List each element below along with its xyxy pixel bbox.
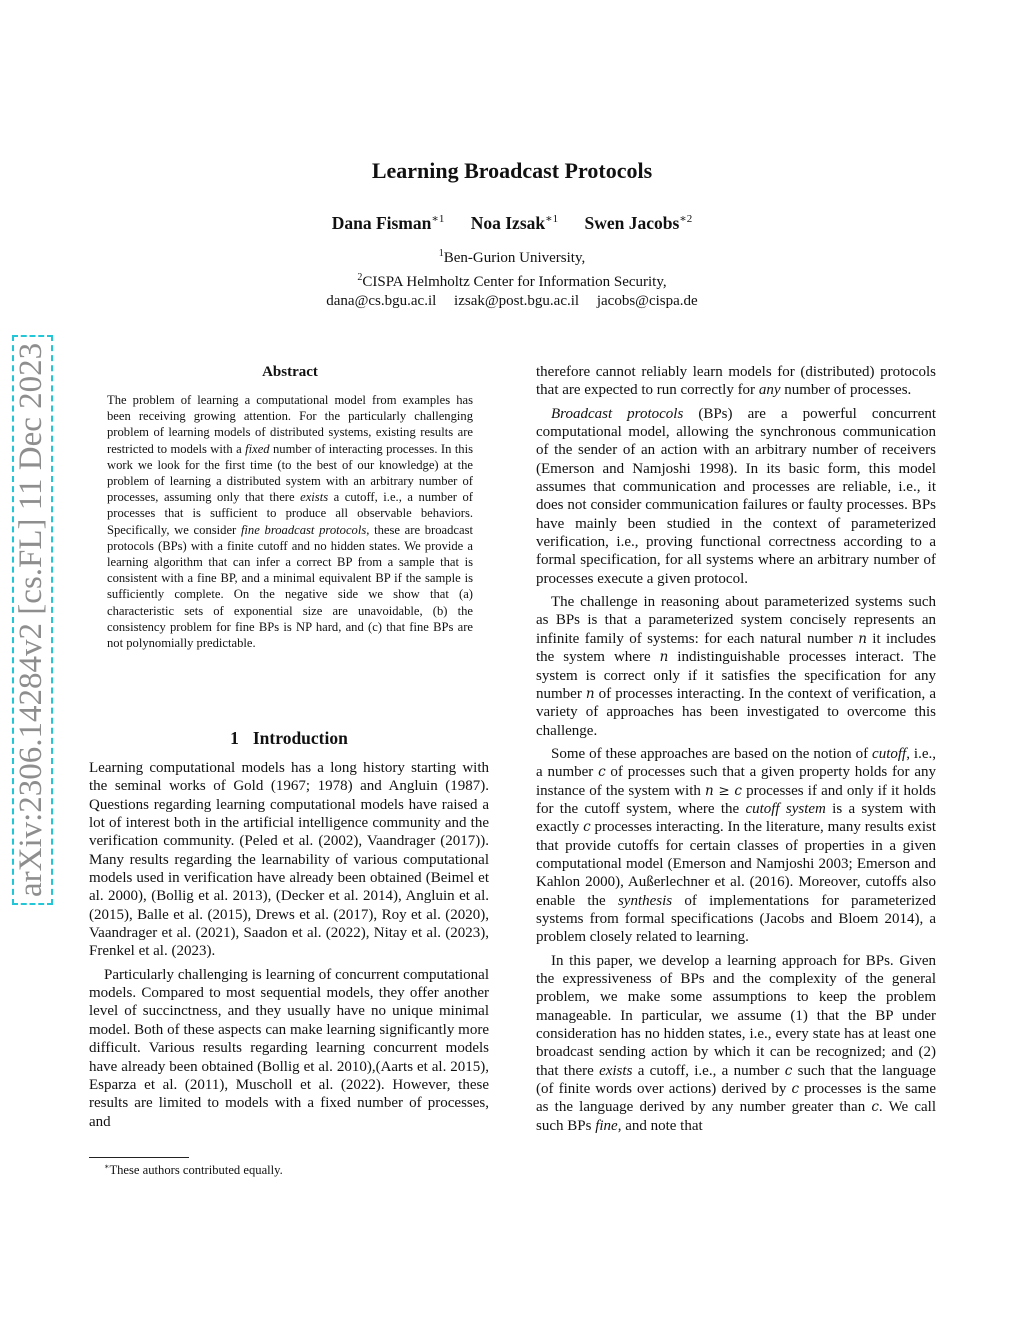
- affiliation-2: $^2$CISPA Helmholtz Center for Information Security,: [357, 272, 667, 290]
- footnote: ∗These authors contributed equally.: [104, 1162, 283, 1178]
- email-3: jacobs@cispa.de: [596, 293, 698, 309]
- affiliation-1: $^1$Ben-Gurion University,: [438, 248, 586, 266]
- left-column-body: [89, 759, 489, 1136]
- right-paragraph-4: Some of these approaches are based on the notion of cutoff, i.e., a number c of processes such that a given property holds for any instance of the system with n ≥ c processes if and only if it holds for the cutoff system, where the cutoff system is a system with exactly c processes interacting. In the literature, many results exist that provide cutoffs for certain classes of properties in a given computational model (Emerson and Namjoshi 2003; Emerson and Kahlon 2000), Außerlechner et al. (2016). Moreover, cutoffs also enable the synthesis of implementations for parameterized systems from formal specifications (Jacobs and Bloem 2014), a problem closely related to learning.: [536, 745, 937, 946]
- footnote-divider: [89, 1157, 189, 1158]
- author-list: [0, 212, 1024, 234]
- author-emails: [0, 292, 1024, 311]
- email-2: izsak@post.bgu.ac.il: [454, 293, 580, 309]
- author-2: Noa Izsak$^{∗1}$: [470, 212, 559, 233]
- paper-title: Learning Broadcast Protocols: [371, 158, 653, 183]
- intro-paragraph-2: Particularly challenging is learning of concurrent computational models. Compared to most sequential models, they offer another level of succinctness, and they usually have no unique minimal model. Both of these aspects can make learning significantly more difficult. Various results regarding learning concurrent models have already been obtained (Bollig et al. 2010),(Aarts et al. 2015), Esparza et al. (2011), Muscholl et al. (2022). However, these results are limited to models with a fixed number of processes, and: [89, 966, 489, 1130]
- abstract-text: The problem of learning a computational model from examples has been receiving growing attention. For the particularly challenging problem of learning models of distributed systems, existing results are restricted to models with a fixed number of interacting processes. In this work we look for the first time (to the best of our knowledge) at the problem of learning a distributed system with an arbitrary number of processes, assuming only that there exists a cutoff, i.e., a number of processes that is sufficient to produce all observable behaviors. Specifically, we consider fine broadcast protocols, these are broadcast protocols (BPs) with a finite cutoff and no hidden states. We provide a learning algorithm that can infer a correct BP from a sample that is consistent with a fine BP, and a minimal equivalent BP if the sample is sufficiently complete. On the negative side we show that (a) characteristic sets of exponential size are unavoidable, (b) the consistency problem for fine BPs is NP hard, and (c) that fine BPs are not polynomially predictable.: [107, 393, 474, 651]
- abstract-heading: Abstract: [262, 364, 318, 380]
- affiliations: [0, 244, 1024, 311]
- arxiv-identifier-stamp: arXiv:2306.14284v2 [cs.FL] 11 Dec 2023: [12, 335, 53, 905]
- email-1: dana@cs.bgu.ac.il: [326, 293, 437, 309]
- right-column-body: [536, 363, 936, 1140]
- right-paragraph-2: Broadcast protocols (BPs) are a powerful concurrent computational model, allowing the synchronous communication of the sender of an action with an arbitrary number of receivers (Emerson and Namjoshi 1998). In its basic form, this model assumes that communication and processes are reliable, i.e., it does not consider communication failures or faulty processes. BPs have mainly been studied in the context of parameterized verification, i.e., proving functional correctness according to a formal specification, for all systems where an arbitrary number of processes execute a given protocol.: [536, 405, 937, 587]
- abstract: [107, 364, 473, 651]
- right-paragraph-5: In this paper, we develop a learning approach for BPs. Given the expressiveness of BPs and the complexity of the general problem, we make some assumptions to keep the problem manageable. In particular, we assume (1) that the BP under consideration has no hidden states, i.e., every state has at least one broadcast sending action by which it can be recognized; and (2) that there exists a cutoff, i.e., a number c such that the language (of finite words over actions) derived by c processes is the same as the language derived by any number greater than c. We call such BPs fine, and note that: [536, 952, 936, 1134]
- section-heading-introduction: 1 Introduction: [230, 728, 348, 748]
- author-3: Swen Jacobs$^{∗2}$: [584, 212, 693, 233]
- author-1: Dana Fisman$^{∗1}$: [331, 212, 445, 233]
- right-paragraph-1: therefore cannot reliably learn models for (distributed) protocols that are expected to run correctly for any number of processes.: [536, 364, 936, 399]
- right-paragraph-3: The challenge in reasoning about parameterized systems such as BPs is that a parameterized system concisely represents an infinite family of systems: for each natural number n it includes the system where n indistinguishable processes interact. The system is correct only if it satisfies the specification for any number n of processes interacting. In the context of verification, a variety of approaches has been investigated to overcome this challenge.: [536, 594, 937, 739]
- intro-paragraph-1: Learning computational models has a long history starting with the seminal works of Gold (1967; 1978) and Angluin (1987). Questions regarding learning computational models have raised a lot of interest both in the artificial intelligence community and the verification community. (Peled et al. (2002), Vaandrager (2017)). Many results regarding the learnability of various computational models used in verification have already been obtained (Beimel et al. 2000), (Bollig et al. 2013), (Decker et al. 2014), Angluin et al. (2015), Balle et al. (2015), Drews et al. (2017), Roy et al. (2020), Vaandrager et al. (2021), Saadon et al. (2022), Nitay et al. (2023), Frenkel et al. (2023).: [89, 760, 489, 960]
